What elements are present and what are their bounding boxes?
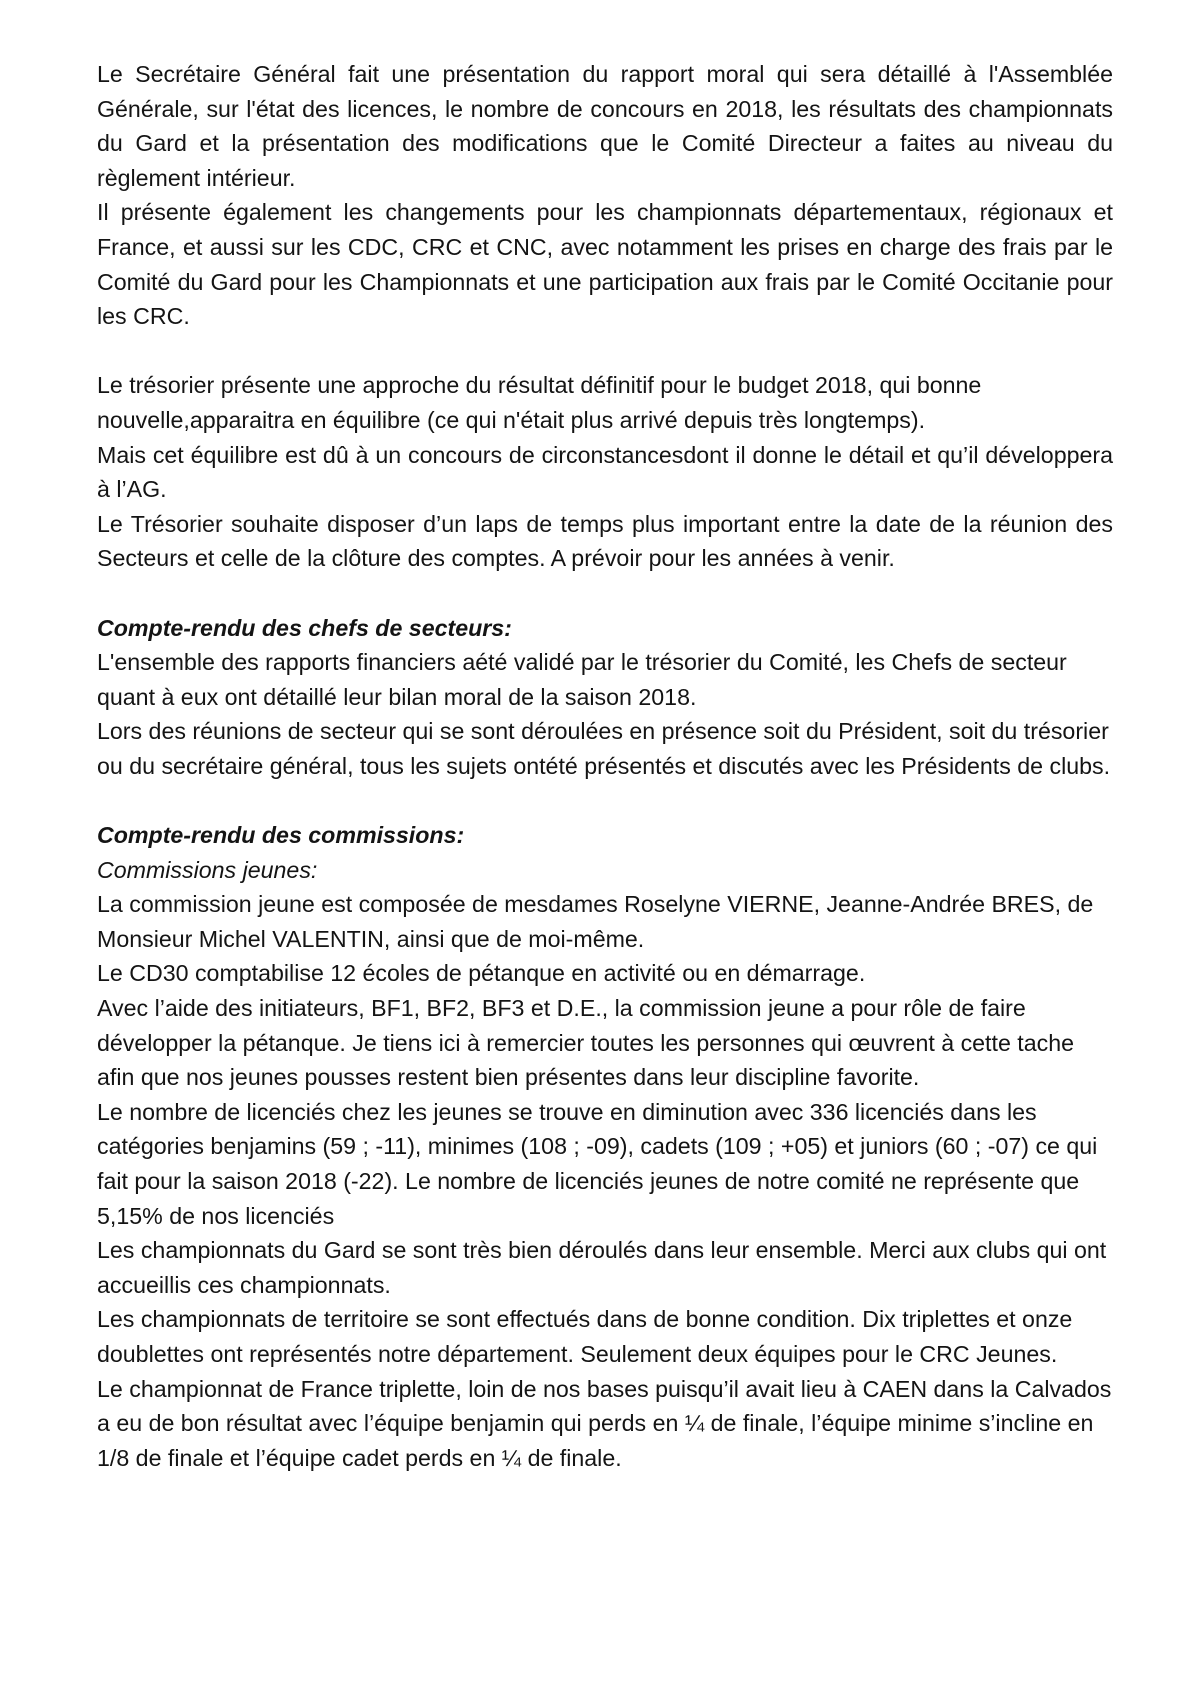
commissions-paragraph-2: Le CD30 comptabilise 12 écoles de pétanque en activité ou en démarrage. xyxy=(97,960,866,987)
spacer xyxy=(97,783,1113,818)
treasurer-paragraph-3: Le Trésorier souhaite disposer d’un laps de temps plus important entre la date de la réunion des Secteurs et celle de la clôture des comptes. A prévoir pour les années à venir. xyxy=(97,510,1113,572)
treasurer-paragraph-1: Le trésorier présente une approche du résultat définitif pour le budget 2018, qui bonne nouvelle,apparaitra en équilibre (ce qui n'était plus arrivé depuis très longtemps). xyxy=(97,372,982,433)
document-page xyxy=(97,57,1113,1475)
treasurer-paragraph-2: Mais cet équilibre est dû à un concours de circonstancesdont il donne le détail et qu’il développera à l’AG. xyxy=(97,441,1113,503)
intro-paragraph-1: Le Secrétaire Général fait une présentation du rapport moral qui sera détaillé à l'Assemblée Générale, sur l'état des licences, le nombre de concours en 2018, les résultats des championnats du Gard et la présentation des modifications que le Comité Directeur a faites au niveau du règlement intérieur. xyxy=(97,61,1113,191)
sectors-heading: Compte-rendu des chefs de secteurs: xyxy=(97,614,512,641)
spacer xyxy=(97,576,1113,611)
commissions-paragraph-5: Les championnats du Gard se sont très bien déroulés dans leur ensemble. Merci aux clubs qui ont accueillis ces championnats. xyxy=(97,1237,1107,1298)
commissions-paragraph-4: Le nombre de licenciés chez les jeunes se trouve en diminution avec 336 licenciés dans les catégories benjamins (59 ; -11), minimes (108 ; -09), cadets (109 ; +05) et juniors (60 ; -07) ce qui fait pour la saison 2018 (-22). Le nombre de licenciés jeunes de notre comité ne représente que 5,15% de nos licenciés xyxy=(97,1098,1098,1229)
commissions-paragraph-6: Les championnats de territoire se sont effectués dans de bonne condition. Dix triplettes et onze doublettes ont représentés notre département. Seulement deux équipes pour le CRC Jeunes. xyxy=(97,1306,1073,1367)
commissions-paragraph-1: La commission jeune est composée de mesdames Roselyne VIERNE, Jeanne-Andrée BRES, de Monsieur Michel VALENTIN, ainsi que de moi-même. xyxy=(97,891,1094,952)
commissions-paragraph-7: Le championnat de France triplette, loin de nos bases puisqu’il avait lieu à CAEN dans la Calvados a eu de bon résultat avec l’équipe benjamin qui perds en ¼ de finale, l’équipe minime s’incline en 1/8 de finale et l’équipe cadet perds en ¼ de finale. xyxy=(97,1375,1112,1471)
sectors-paragraph-1: L'ensemble des rapports financiers aété validé par le trésorier du Comité, les Chefs de secteur quant à eux ont détaillé leur bilan moral de la saison 2018. xyxy=(97,649,1067,710)
commissions-paragraph-3: Avec l’aide des initiateurs, BF1, BF2, BF3 et D.E., la commission jeune a pour rôle de faire développer la pétanque. Je tiens ici à remercier toutes les personnes qui œuvrent à cette tache afin que nos jeunes pousses restent bien présentes dans leur discipline favorite. xyxy=(97,995,1074,1091)
sectors-paragraph-2: Lors des réunions de secteur qui se sont déroulées en présence soit du Président, soit du trésorier ou du secrétaire général, tous les sujets ontété présentés et discutés avec les Présidents de clubs. xyxy=(97,718,1111,779)
spacer xyxy=(97,334,1113,369)
commissions-heading: Compte-rendu des commissions: xyxy=(97,822,465,849)
commissions-subheading: Commissions jeunes: xyxy=(97,856,318,883)
intro-paragraph-2: Il présente également les changements pour les championnats départementaux, régionaux et France, et aussi sur les CDC, CRC et CNC, avec notamment les prises en charge des frais par le Comité du Gard pour les Championnats et une participation aux frais par le Comité Occitanie pour les CRC. xyxy=(97,199,1113,330)
